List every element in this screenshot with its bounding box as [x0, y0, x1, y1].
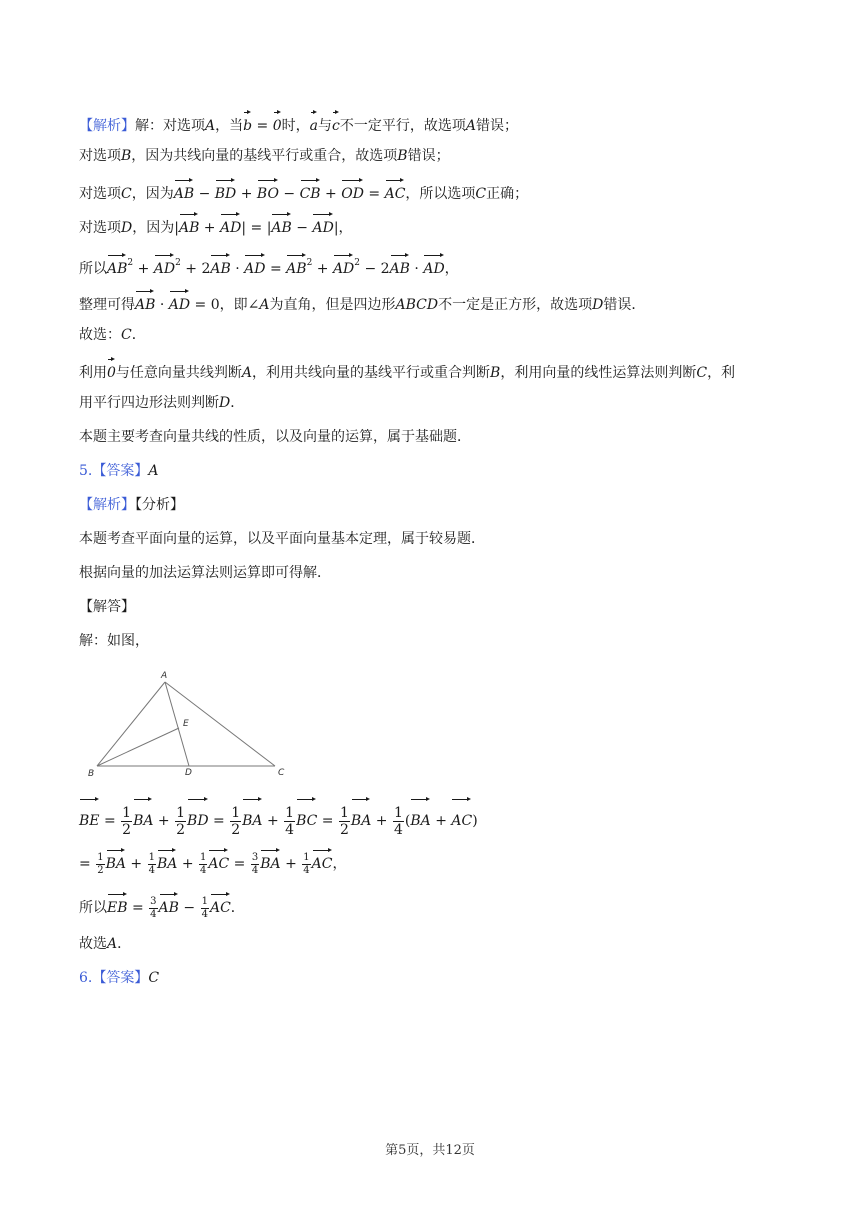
answer-value: C: [148, 970, 160, 986]
label-e: E: [183, 719, 189, 729]
analysis-tag: 【解析】: [79, 118, 135, 134]
analysis-line-8: 利用0与任意向量共线判断A，利用共线向量的基线平行或重合判断B，利用向量的线性运算法则判断C，利: [79, 357, 735, 385]
label-c: C: [278, 768, 285, 778]
answer-value: A: [148, 463, 159, 479]
label-b: B: [88, 769, 95, 779]
question-5-answer: [79, 459, 158, 483]
analysis-line-7: 故选：C．: [79, 327, 146, 343]
solution-conclusion: 故选A．: [79, 936, 132, 952]
analysis-line-3: 对选项C，因为AB − BD + BO − CB + OD = AC，所以选项C正确；: [79, 178, 528, 206]
equation-line-1: BE = $\frac{1}{2}$ BA + $\frac{1}{2}$ BD = $\frac{1}{2}$ BA + $\frac{1}{4}$ BC = $\frac{1}{2}$ BA + $\frac{1}{4}$ (BA + AC): [79, 797, 478, 841]
fenxi-tag: 【分析】: [135, 497, 184, 513]
analysis-line-4: 对选项D，因为|AB + AD| = |AB − AD|，: [79, 212, 353, 240]
triangle-figure: [85, 664, 295, 780]
answer-label: 6.【答案】: [79, 970, 149, 986]
analysis-line-11: 本题考查平面向量的运算，以及平面向量基本定理，属于较易题．: [79, 531, 485, 547]
label-d: D: [185, 768, 192, 778]
solution-line-1: 解：如图，: [79, 633, 149, 649]
analysis-line-9: 用平行四边形法则判断D．: [79, 395, 245, 411]
analysis-line-5: 所以$AB^2 + AD^2 + 2AB$ · AD = $AB^2 + AD^2 - 2AB$ · AD，: [79, 251, 459, 281]
analysis-line-12: 根据向量的加法运算法则运算即可得解．: [79, 565, 331, 581]
equation-line-3: 所以EB = $\frac{3}{4}$ AB − $\frac{1}{4}$ AC．: [79, 892, 245, 920]
equation-line-2: = $\frac{1}{2}$ BA + $\frac{1}{4}$ BA + $\frac{1}{4}$ AC = $\frac{3}{4}$ BA + $\frac{1}{4}$ AC，: [79, 848, 347, 876]
question-6-answer: [79, 966, 159, 990]
analysis-line-2: 对选项B，因为共线向量的基线平行或重合，故选项B错误；: [79, 148, 450, 164]
answer-label: 5.【答案】: [79, 463, 149, 479]
question-5-tags: [79, 493, 184, 517]
page-footer: 第5页，共12页: [385, 1143, 475, 1158]
label-a: A: [161, 671, 168, 681]
analysis-line-6: 整理可得AB · AD = 0，即∠A为直角，但是四边形ABCD不一定是正方形，故选项D错误．: [79, 289, 645, 317]
analysis-line-1: 【解析】解：对选项A，当b = 0时，a与c不一定平行，故选项A错误；: [79, 110, 518, 138]
analysis-tag: 【解析】: [79, 497, 135, 513]
analysis-line-10: 本题主要考查向量共线的性质，以及向量的运算，属于基础题．: [79, 429, 471, 445]
solution-tag: 【解答】: [79, 599, 135, 615]
